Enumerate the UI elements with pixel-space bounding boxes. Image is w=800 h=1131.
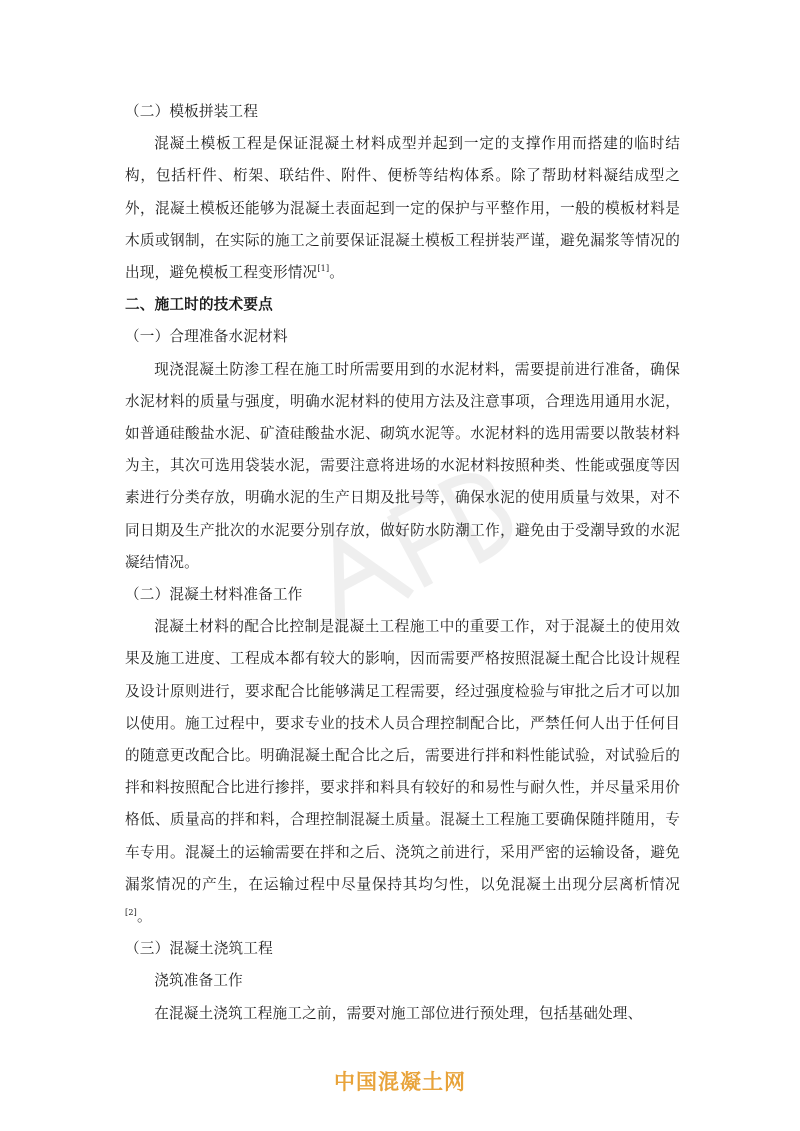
citation-ref: [2] — [125, 908, 137, 918]
section-title: （二）混凝土材料准备工作 — [125, 586, 303, 604]
section-title: （二）模板拼装工程 — [125, 103, 259, 120]
paragraph-end: 。 — [136, 908, 152, 926]
paragraph — [125, 128, 680, 289]
document-body — [125, 96, 680, 1030]
paragraph: 现浇混凝土防渗工程在施工时所需要用到的水泥材料，需要提前进行准备，确保水泥材料的质量与强度，明确水泥材料的使用方法及注意事项，合理选用通用水泥，如普通硅酸盐水泥、矿渣硅酸盐水泥、砌筑水泥等。水泥材料的选用需要以散装材料为主，其次可选用袋装水泥，需要注意将进场的水泥材料按照种类、性能或强度等因素进行分类存放，明确水泥的生产日期及批号等，确保水泥的使用质量与效果，对不同日期及生产批次的水泥要分别存放，做好防水防潮工作，避免由于受潮导致的水泥凝结情况。 — [125, 360, 680, 571]
paragraph-text: 混凝土材料的配合比控制是混凝土工程施工中的重要工作，对于混凝土的使用效果及施工进度、工程成本都有较大的影响，因而需要严格按照混凝土配合比设计规程及设计原则进行，要求配合比能够满足工程需要，经过强度检验与审批之后才可以加以使用。施工过程中，要求专业的技术人员合理控制配合比，严禁任何人出于任何目的随意更改配合比。明确混凝土配合比之后，需要进行拌和料性能试验，对试验后的拌和料按照配合比进行掺拌，要求拌和料具有较好的和易性与耐久性，并尽量采用价格低、质量高的拌和料，合理控制混凝土质量。混凝土工程施工要确保随拌随用，专车专用。混凝土的运输需要在拌和之后、浇筑之前进行，采用严密的运输设备，避免漏浆情况的产生，在运输过程中尽量保持其均匀性，以免混凝土出现分层离析情况 — [125, 618, 680, 893]
paragraph — [125, 611, 680, 933]
paragraph: 在混凝土浇筑工程施工之前，需要对施工部位进行预处理，包括基础处理、 — [154, 1004, 643, 1022]
paragraph-text: 混凝土模板工程是保证混凝土材料成型并起到一定的支撑作用而搭建的临时结构，包括杆件、桁架、联结件、附件、便桥等结构体系。除了帮助材料凝结成型之外，混凝土模板还能够为混凝土表面起到一定的保护与平整作用，一般的模板材料是木质或钢制，在实际的施工之前要保证混凝土模板工程拼装严谨，避免漏浆等情况的出现，避免模板工程变形情况 — [125, 135, 680, 282]
section-title: （一）合理准备水泥材料 — [125, 328, 288, 346]
footer-brand: 中国混凝土网 — [334, 1070, 466, 1094]
heading: 二、施工时的技术要点 — [125, 296, 273, 314]
section-title: （三）混凝土浇筑工程 — [125, 940, 273, 958]
subheading: 浇筑准备工作 — [154, 972, 243, 990]
citation-ref: [1] — [317, 264, 330, 274]
paragraph-end: 。 — [329, 264, 345, 282]
